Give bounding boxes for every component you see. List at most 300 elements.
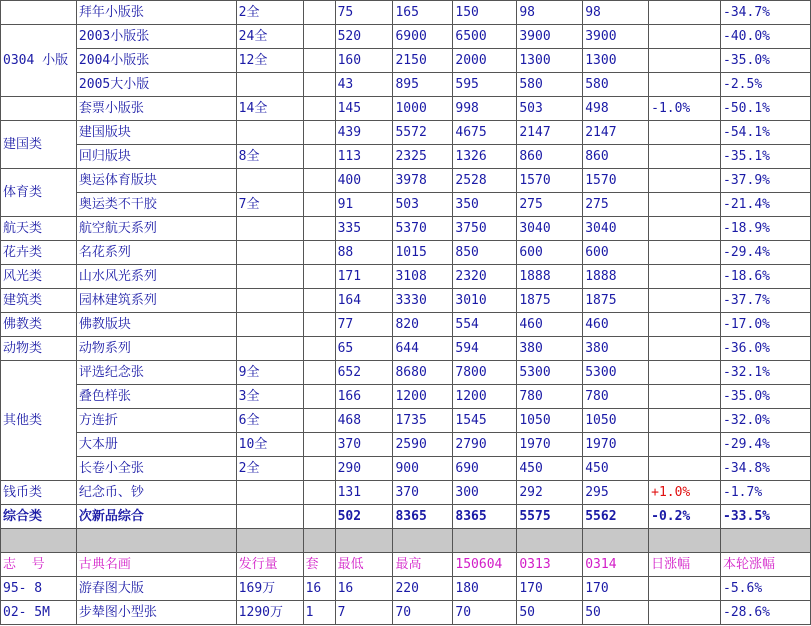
price-150604-cell[interactable]: 594 xyxy=(453,337,517,361)
price-0314-cell[interactable]: 600 xyxy=(583,241,649,265)
daily-change-cell[interactable] xyxy=(649,145,721,169)
price-150604-cell[interactable]: 150 xyxy=(453,1,517,25)
table-row xyxy=(1,25,811,49)
round-change-cell[interactable]: -18.6% xyxy=(721,265,811,289)
item-name-cell[interactable]: 航空航天系列 xyxy=(76,217,236,241)
price-0313-cell[interactable]: 600 xyxy=(517,241,583,265)
round-change-cell[interactable]: -50.1% xyxy=(721,97,811,121)
round-change-cell[interactable]: -40.0% xyxy=(721,25,811,49)
table-row xyxy=(1,481,811,505)
category-cell[interactable] xyxy=(1,97,77,121)
price-150604-cell[interactable]: 2790 xyxy=(453,433,517,457)
low-price-cell[interactable]: 65 xyxy=(335,337,393,361)
header-round-change[interactable]: 本轮涨幅 xyxy=(721,553,811,577)
price-0313-cell[interactable]: 3040 xyxy=(517,217,583,241)
price-0314-cell[interactable]: 5300 xyxy=(583,361,649,385)
price-0313-cell[interactable]: 292 xyxy=(517,481,583,505)
table-row xyxy=(1,337,811,361)
price-150604-cell[interactable]: 850 xyxy=(453,241,517,265)
header-0314[interactable]: 0314 xyxy=(583,553,649,577)
item-name-cell[interactable]: 奥运类不干胶 xyxy=(76,193,236,217)
table-row xyxy=(1,433,811,457)
price-0314-cell[interactable]: 3040 xyxy=(583,217,649,241)
price-0313-cell[interactable]: 460 xyxy=(517,313,583,337)
price-0314-cell[interactable]: 5562 xyxy=(583,505,649,529)
daily-change-cell[interactable] xyxy=(649,409,721,433)
round-change-cell[interactable]: -36.0% xyxy=(721,337,811,361)
low-price-cell[interactable]: 43 xyxy=(335,73,393,97)
set-cell[interactable] xyxy=(303,481,335,505)
high-price-cell[interactable]: 1015 xyxy=(393,241,453,265)
separator-row xyxy=(1,529,811,553)
price-150604-cell[interactable]: 180 xyxy=(453,577,517,601)
separator-cell xyxy=(76,529,236,553)
set-cell[interactable] xyxy=(303,73,335,97)
table-row xyxy=(1,265,811,289)
price-0313-cell[interactable]: 1050 xyxy=(517,409,583,433)
price-0314-cell[interactable]: 1050 xyxy=(583,409,649,433)
separator-cell xyxy=(517,529,583,553)
table-row xyxy=(1,241,811,265)
price-150604-cell[interactable]: 3010 xyxy=(453,289,517,313)
issue-count-cell[interactable] xyxy=(236,265,303,289)
table-row xyxy=(1,505,811,529)
set-cell[interactable] xyxy=(303,145,335,169)
item-name-cell[interactable]: 评选纪念张 xyxy=(76,361,236,385)
price-150604-cell[interactable]: 2528 xyxy=(453,169,517,193)
high-price-cell[interactable]: 70 xyxy=(393,601,453,625)
high-price-cell[interactable]: 3978 xyxy=(393,169,453,193)
price-150604-cell[interactable]: 554 xyxy=(453,313,517,337)
daily-change-cell[interactable] xyxy=(649,289,721,313)
header-daily-change[interactable]: 日涨幅 xyxy=(649,553,721,577)
item-name-cell[interactable]: 拜年小版张 xyxy=(76,1,236,25)
round-change-cell[interactable]: -35.0% xyxy=(721,385,811,409)
set-cell[interactable]: 1 xyxy=(303,601,335,625)
low-price-cell[interactable]: 290 xyxy=(335,457,393,481)
daily-change-cell[interactable] xyxy=(649,577,721,601)
daily-change-cell[interactable] xyxy=(649,385,721,409)
set-cell[interactable] xyxy=(303,337,335,361)
issue-count-cell[interactable] xyxy=(236,241,303,265)
daily-change-cell[interactable] xyxy=(649,433,721,457)
high-price-cell[interactable]: 1735 xyxy=(393,409,453,433)
issue-count-cell[interactable]: 8全 xyxy=(236,145,303,169)
separator-cell xyxy=(335,529,393,553)
price-150604-cell[interactable]: 8365 xyxy=(453,505,517,529)
round-change-cell[interactable]: -33.5% xyxy=(721,505,811,529)
low-price-cell[interactable]: 131 xyxy=(335,481,393,505)
low-price-cell[interactable]: 468 xyxy=(335,409,393,433)
issue-count-cell[interactable]: 14全 xyxy=(236,97,303,121)
set-cell[interactable] xyxy=(303,457,335,481)
issue-count-cell[interactable]: 24全 xyxy=(236,25,303,49)
category-cell[interactable]: 综合类 xyxy=(1,505,77,529)
round-change-cell[interactable]: -34.8% xyxy=(721,457,811,481)
low-price-cell[interactable]: 91 xyxy=(335,193,393,217)
set-cell[interactable] xyxy=(303,169,335,193)
painting-name-cell[interactable]: 游春图大版 xyxy=(76,577,236,601)
low-price-cell[interactable]: 439 xyxy=(335,121,393,145)
low-price-cell[interactable]: 164 xyxy=(335,289,393,313)
set-cell[interactable] xyxy=(303,361,335,385)
low-price-cell[interactable]: 75 xyxy=(335,1,393,25)
set-cell[interactable] xyxy=(303,121,335,145)
header-0313[interactable]: 0313 xyxy=(517,553,583,577)
issue-count-cell[interactable]: 10全 xyxy=(236,433,303,457)
item-name-cell[interactable]: 名花系列 xyxy=(76,241,236,265)
price-0314-cell[interactable]: 1970 xyxy=(583,433,649,457)
issue-count-cell[interactable]: 7全 xyxy=(236,193,303,217)
round-change-cell[interactable]: -2.5% xyxy=(721,73,811,97)
high-price-cell[interactable]: 820 xyxy=(393,313,453,337)
table-row xyxy=(1,577,811,601)
low-price-cell[interactable]: 400 xyxy=(335,169,393,193)
price-0314-cell[interactable]: 450 xyxy=(583,457,649,481)
daily-change-cell[interactable] xyxy=(649,193,721,217)
separator-cell xyxy=(1,529,77,553)
header-150604[interactable]: 150604 xyxy=(453,553,517,577)
price-0314-cell[interactable]: 380 xyxy=(583,337,649,361)
item-name-cell[interactable]: 纪念币、钞 xyxy=(76,481,236,505)
high-price-cell[interactable]: 5572 xyxy=(393,121,453,145)
price-0314-cell[interactable]: 1888 xyxy=(583,265,649,289)
category-cell[interactable]: 航天类 xyxy=(1,217,77,241)
table-row xyxy=(1,73,811,97)
daily-change-cell[interactable] xyxy=(649,337,721,361)
set-cell[interactable]: 16 xyxy=(303,577,335,601)
table-row xyxy=(1,385,811,409)
price-0313-cell[interactable]: 1970 xyxy=(517,433,583,457)
price-150604-cell[interactable]: 300 xyxy=(453,481,517,505)
price-0314-cell[interactable]: 3900 xyxy=(583,25,649,49)
stamp-id-cell[interactable]: 02- 5M xyxy=(1,601,77,625)
header-issue-quantity[interactable]: 发行量 xyxy=(236,553,303,577)
table-row xyxy=(1,457,811,481)
price-0313-cell[interactable]: 450 xyxy=(517,457,583,481)
issue-count-cell[interactable] xyxy=(236,289,303,313)
high-price-cell[interactable]: 1200 xyxy=(393,385,453,409)
category-cell[interactable]: 其他类 xyxy=(1,361,77,481)
separator-cell xyxy=(721,529,811,553)
high-price-cell[interactable]: 220 xyxy=(393,577,453,601)
issue-count-cell[interactable]: 6全 xyxy=(236,409,303,433)
item-name-cell[interactable]: 2005大小版 xyxy=(76,73,236,97)
table-row xyxy=(1,145,811,169)
price-0313-cell[interactable]: 98 xyxy=(517,1,583,25)
daily-change-cell[interactable] xyxy=(649,457,721,481)
price-0314-cell[interactable]: 170 xyxy=(583,577,649,601)
issue-count-cell[interactable] xyxy=(236,505,303,529)
round-change-cell[interactable]: -17.0% xyxy=(721,313,811,337)
issue-quantity-cell[interactable]: 1290万 xyxy=(236,601,303,625)
category-cell[interactable]: 建国类 xyxy=(1,121,77,169)
high-price-cell[interactable]: 895 xyxy=(393,73,453,97)
round-change-cell[interactable]: -21.4% xyxy=(721,193,811,217)
price-150604-cell[interactable]: 1326 xyxy=(453,145,517,169)
set-cell[interactable] xyxy=(303,385,335,409)
high-price-cell[interactable]: 5370 xyxy=(393,217,453,241)
issue-count-cell[interactable]: 2全 xyxy=(236,1,303,25)
header-high[interactable]: 最高 xyxy=(393,553,453,577)
category-cell[interactable]: 0304 小版 xyxy=(1,25,77,97)
item-name-cell[interactable]: 大本册 xyxy=(76,433,236,457)
separator-cell xyxy=(583,529,649,553)
round-change-cell[interactable]: -28.6% xyxy=(721,601,811,625)
price-0313-cell[interactable]: 5575 xyxy=(517,505,583,529)
set-cell[interactable] xyxy=(303,409,335,433)
category-cell[interactable]: 建筑类 xyxy=(1,289,77,313)
set-cell[interactable] xyxy=(303,289,335,313)
daily-change-cell[interactable] xyxy=(649,313,721,337)
item-name-cell[interactable]: 套票小版张 xyxy=(76,97,236,121)
price-0313-cell[interactable]: 170 xyxy=(517,577,583,601)
daily-change-cell[interactable] xyxy=(649,217,721,241)
high-price-cell[interactable]: 370 xyxy=(393,481,453,505)
category-cell[interactable]: 动物类 xyxy=(1,337,77,361)
price-150604-cell[interactable]: 7800 xyxy=(453,361,517,385)
item-name-cell[interactable]: 园林建筑系列 xyxy=(76,289,236,313)
round-change-cell[interactable]: -35.1% xyxy=(721,145,811,169)
header-painting-name[interactable]: 古典名画 xyxy=(76,553,236,577)
high-price-cell[interactable]: 2325 xyxy=(393,145,453,169)
round-change-cell[interactable]: -37.9% xyxy=(721,169,811,193)
price-0313-cell[interactable]: 2147 xyxy=(517,121,583,145)
daily-change-cell[interactable] xyxy=(649,73,721,97)
table-row xyxy=(1,97,811,121)
table-row xyxy=(1,289,811,313)
stamp-id-cell[interactable]: 95- 8 xyxy=(1,577,77,601)
issue-count-cell[interactable] xyxy=(236,73,303,97)
header-set[interactable]: 套 xyxy=(303,553,335,577)
set-cell[interactable] xyxy=(303,25,335,49)
header-row xyxy=(1,553,811,577)
price-0313-cell[interactable]: 50 xyxy=(517,601,583,625)
daily-change-cell[interactable] xyxy=(649,1,721,25)
item-name-cell[interactable]: 动物系列 xyxy=(76,337,236,361)
price-0314-cell[interactable]: 1570 xyxy=(583,169,649,193)
daily-change-cell[interactable]: -0.2% xyxy=(649,505,721,529)
table-row xyxy=(1,49,811,73)
price-150604-cell[interactable]: 70 xyxy=(453,601,517,625)
high-price-cell[interactable]: 6900 xyxy=(393,25,453,49)
high-price-cell[interactable]: 2150 xyxy=(393,49,453,73)
price-0313-cell[interactable]: 3900 xyxy=(517,25,583,49)
low-price-cell[interactable]: 88 xyxy=(335,241,393,265)
low-price-cell[interactable]: 502 xyxy=(335,505,393,529)
price-0314-cell[interactable]: 2147 xyxy=(583,121,649,145)
high-price-cell[interactable]: 503 xyxy=(393,193,453,217)
item-name-cell[interactable]: 佛教版块 xyxy=(76,313,236,337)
separator-cell xyxy=(393,529,453,553)
item-name-cell[interactable]: 2003小版张 xyxy=(76,25,236,49)
item-name-cell[interactable]: 2004小版张 xyxy=(76,49,236,73)
round-change-cell[interactable]: -32.1% xyxy=(721,361,811,385)
price-0313-cell[interactable]: 380 xyxy=(517,337,583,361)
issue-count-cell[interactable] xyxy=(236,481,303,505)
table-row xyxy=(1,169,811,193)
daily-change-cell[interactable] xyxy=(649,601,721,625)
price-0313-cell[interactable]: 1888 xyxy=(517,265,583,289)
item-name-cell[interactable]: 回归版块 xyxy=(76,145,236,169)
price-150604-cell[interactable]: 1200 xyxy=(453,385,517,409)
set-cell[interactable] xyxy=(303,313,335,337)
category-cell[interactable]: 体育类 xyxy=(1,169,77,217)
low-price-cell[interactable]: 145 xyxy=(335,97,393,121)
table-row xyxy=(1,313,811,337)
round-change-cell[interactable]: -34.7% xyxy=(721,1,811,25)
high-price-cell[interactable]: 3108 xyxy=(393,265,453,289)
item-name-cell[interactable]: 建国版块 xyxy=(76,121,236,145)
daily-change-cell[interactable] xyxy=(649,361,721,385)
price-0313-cell[interactable]: 1875 xyxy=(517,289,583,313)
category-cell[interactable]: 花卉类 xyxy=(1,241,77,265)
daily-change-cell[interactable] xyxy=(649,49,721,73)
price-150604-cell[interactable]: 690 xyxy=(453,457,517,481)
price-0313-cell[interactable]: 5300 xyxy=(517,361,583,385)
separator-cell xyxy=(303,529,335,553)
category-cell[interactable] xyxy=(1,1,77,25)
set-cell[interactable] xyxy=(303,1,335,25)
high-price-cell[interactable]: 165 xyxy=(393,1,453,25)
issue-count-cell[interactable]: 3全 xyxy=(236,385,303,409)
high-price-cell[interactable]: 8365 xyxy=(393,505,453,529)
set-cell[interactable] xyxy=(303,241,335,265)
price-0314-cell[interactable]: 860 xyxy=(583,145,649,169)
price-0313-cell[interactable]: 580 xyxy=(517,73,583,97)
low-price-cell[interactable]: 520 xyxy=(335,25,393,49)
low-price-cell[interactable]: 7 xyxy=(335,601,393,625)
low-price-cell[interactable]: 370 xyxy=(335,433,393,457)
high-price-cell[interactable]: 8680 xyxy=(393,361,453,385)
round-change-cell[interactable]: -29.4% xyxy=(721,241,811,265)
item-name-cell[interactable]: 次新品综合 xyxy=(76,505,236,529)
low-price-cell[interactable]: 160 xyxy=(335,49,393,73)
separator-cell xyxy=(453,529,517,553)
price-0314-cell[interactable]: 50 xyxy=(583,601,649,625)
price-150604-cell[interactable]: 1545 xyxy=(453,409,517,433)
price-150604-cell[interactable]: 4675 xyxy=(453,121,517,145)
table-row xyxy=(1,217,811,241)
issue-count-cell[interactable] xyxy=(236,169,303,193)
set-cell[interactable] xyxy=(303,505,335,529)
round-change-cell[interactable]: -37.7% xyxy=(721,289,811,313)
issue-count-cell[interactable]: 2全 xyxy=(236,457,303,481)
low-price-cell[interactable]: 166 xyxy=(335,385,393,409)
daily-change-cell[interactable] xyxy=(649,25,721,49)
category-cell[interactable]: 佛教类 xyxy=(1,313,77,337)
daily-change-cell[interactable] xyxy=(649,121,721,145)
item-name-cell[interactable]: 长卷小全张 xyxy=(76,457,236,481)
header-low[interactable]: 最低 xyxy=(335,553,393,577)
low-price-cell[interactable]: 16 xyxy=(335,577,393,601)
issue-quantity-cell[interactable]: 169万 xyxy=(236,577,303,601)
issue-count-cell[interactable] xyxy=(236,337,303,361)
price-150604-cell[interactable]: 595 xyxy=(453,73,517,97)
price-150604-cell[interactable]: 3750 xyxy=(453,217,517,241)
high-price-cell[interactable]: 2590 xyxy=(393,433,453,457)
daily-change-cell[interactable]: -1.0% xyxy=(649,97,721,121)
round-change-cell[interactable]: -35.0% xyxy=(721,49,811,73)
price-150604-cell[interactable]: 2320 xyxy=(453,265,517,289)
set-cell[interactable] xyxy=(303,217,335,241)
table-row xyxy=(1,601,811,625)
low-price-cell[interactable]: 77 xyxy=(335,313,393,337)
low-price-cell[interactable]: 652 xyxy=(335,361,393,385)
painting-name-cell[interactable]: 步辇图小型张 xyxy=(76,601,236,625)
table-row xyxy=(1,409,811,433)
round-change-cell[interactable]: -29.4% xyxy=(721,433,811,457)
set-cell[interactable] xyxy=(303,193,335,217)
price-150604-cell[interactable]: 2000 xyxy=(453,49,517,73)
round-change-cell[interactable]: -54.1% xyxy=(721,121,811,145)
price-0313-cell[interactable]: 860 xyxy=(517,145,583,169)
price-0314-cell[interactable]: 1875 xyxy=(583,289,649,313)
issue-count-cell[interactable]: 12全 xyxy=(236,49,303,73)
issue-count-cell[interactable]: 9全 xyxy=(236,361,303,385)
item-name-cell[interactable]: 山水风光系列 xyxy=(76,265,236,289)
high-price-cell[interactable]: 644 xyxy=(393,337,453,361)
price-0313-cell[interactable]: 1570 xyxy=(517,169,583,193)
round-change-cell[interactable]: -1.7% xyxy=(721,481,811,505)
round-change-cell[interactable]: -5.6% xyxy=(721,577,811,601)
high-price-cell[interactable]: 3330 xyxy=(393,289,453,313)
low-price-cell[interactable]: 113 xyxy=(335,145,393,169)
price-0313-cell[interactable]: 275 xyxy=(517,193,583,217)
table-row xyxy=(1,121,811,145)
price-0314-cell[interactable]: 295 xyxy=(583,481,649,505)
price-0314-cell[interactable]: 275 xyxy=(583,193,649,217)
round-change-cell[interactable]: -32.0% xyxy=(721,409,811,433)
price-0313-cell[interactable]: 780 xyxy=(517,385,583,409)
item-name-cell[interactable]: 奥运体育版块 xyxy=(76,169,236,193)
item-name-cell[interactable]: 叠色样张 xyxy=(76,385,236,409)
issue-count-cell[interactable] xyxy=(236,217,303,241)
price-0313-cell[interactable]: 503 xyxy=(517,97,583,121)
item-name-cell[interactable]: 方连折 xyxy=(76,409,236,433)
set-cell[interactable] xyxy=(303,433,335,457)
high-price-cell[interactable]: 1000 xyxy=(393,97,453,121)
daily-change-cell[interactable] xyxy=(649,241,721,265)
price-0314-cell[interactable]: 1300 xyxy=(583,49,649,73)
category-cell[interactable]: 钱币类 xyxy=(1,481,77,505)
header-stamp-id[interactable]: 志 号 xyxy=(1,553,77,577)
category-cell[interactable]: 风光类 xyxy=(1,265,77,289)
price-0313-cell[interactable]: 1300 xyxy=(517,49,583,73)
round-change-cell[interactable]: -18.9% xyxy=(721,217,811,241)
price-0314-cell[interactable]: 460 xyxy=(583,313,649,337)
low-price-cell[interactable]: 171 xyxy=(335,265,393,289)
set-cell[interactable] xyxy=(303,265,335,289)
set-cell[interactable] xyxy=(303,49,335,73)
daily-change-cell[interactable]: +1.0% xyxy=(649,481,721,505)
price-150604-cell[interactable]: 6500 xyxy=(453,25,517,49)
price-150604-cell[interactable]: 350 xyxy=(453,193,517,217)
issue-count-cell[interactable] xyxy=(236,313,303,337)
issue-count-cell[interactable] xyxy=(236,121,303,145)
set-cell[interactable] xyxy=(303,97,335,121)
price-0314-cell[interactable]: 580 xyxy=(583,73,649,97)
daily-change-cell[interactable] xyxy=(649,169,721,193)
table-row xyxy=(1,361,811,385)
low-price-cell[interactable]: 335 xyxy=(335,217,393,241)
daily-change-cell[interactable] xyxy=(649,265,721,289)
price-0314-cell[interactable]: 498 xyxy=(583,97,649,121)
price-0314-cell[interactable]: 98 xyxy=(583,1,649,25)
price-0314-cell[interactable]: 780 xyxy=(583,385,649,409)
high-price-cell[interactable]: 900 xyxy=(393,457,453,481)
price-150604-cell[interactable]: 998 xyxy=(453,97,517,121)
